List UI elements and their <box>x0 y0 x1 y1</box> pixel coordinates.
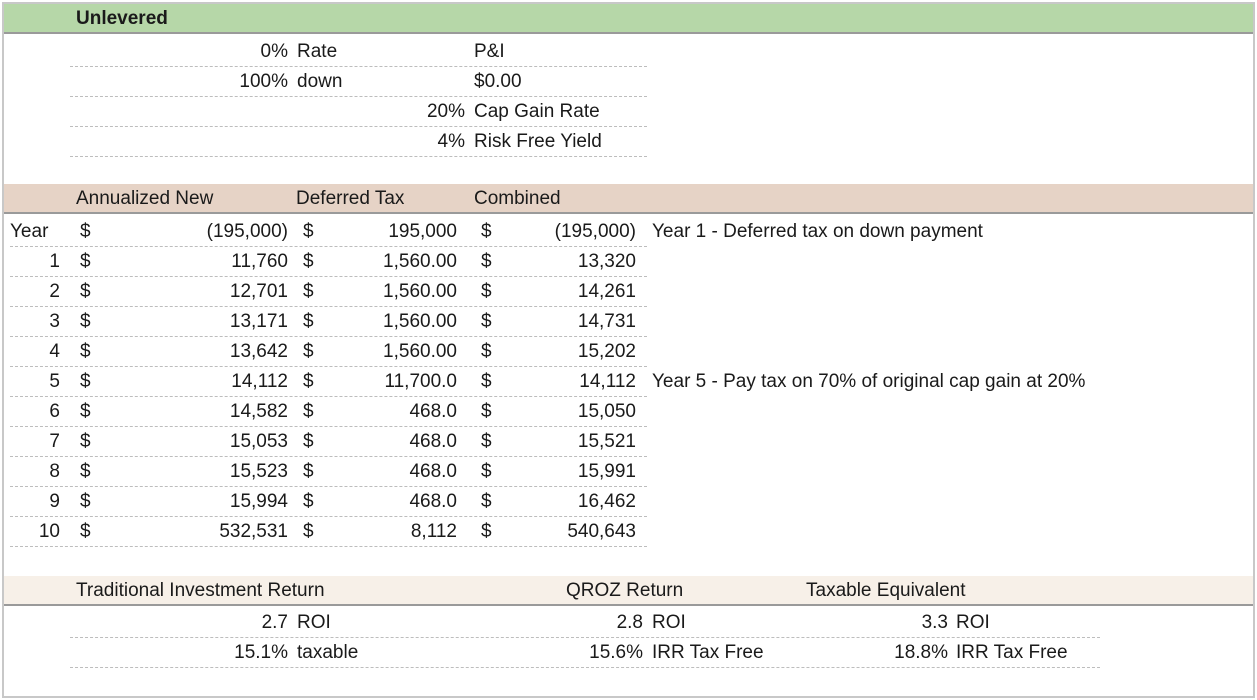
currency-symbol[interactable]: $ <box>80 371 91 392</box>
row-separator <box>70 96 647 97</box>
currency-symbol[interactable]: $ <box>80 251 91 272</box>
assumption-label[interactable]: down <box>297 71 343 92</box>
annualized-new-value[interactable]: 15,053 <box>229 431 288 452</box>
currency-symbol[interactable]: $ <box>80 311 91 332</box>
currency-symbol[interactable]: $ <box>303 461 314 482</box>
header-annualized-new[interactable]: Annualized New <box>76 188 214 209</box>
qroz-return-value[interactable]: 15.6% <box>589 642 643 663</box>
row-separator <box>10 306 647 307</box>
deferred-tax-value[interactable]: 468.0 <box>409 401 457 422</box>
assumption-value[interactable]: 100% <box>239 71 288 92</box>
currency-symbol[interactable]: $ <box>303 341 314 362</box>
deferred-tax-value[interactable]: 195,000 <box>388 221 457 242</box>
annualized-new-value[interactable]: 15,994 <box>229 491 288 512</box>
assumption-right-label[interactable]: $0.00 <box>474 71 522 92</box>
deferred-tax-value[interactable]: 468.0 <box>409 431 457 452</box>
header-traditional-return[interactable]: Traditional Investment Return <box>76 580 325 601</box>
currency-symbol[interactable]: $ <box>481 491 492 512</box>
currency-symbol[interactable]: $ <box>303 281 314 302</box>
currency-symbol[interactable]: $ <box>481 401 492 422</box>
row-separator <box>10 366 647 367</box>
taxable-equivalent-value[interactable]: 18.8% <box>894 642 948 663</box>
section-header-band <box>4 4 1253 34</box>
currency-symbol[interactable]: $ <box>481 521 492 542</box>
row-separator <box>10 336 647 337</box>
annualized-new-value[interactable]: 13,642 <box>229 341 288 362</box>
row-separator <box>10 546 647 547</box>
row-separator <box>10 276 647 277</box>
combined-value[interactable]: 15,202 <box>577 341 636 362</box>
header-deferred-tax[interactable]: Deferred Tax <box>296 188 405 209</box>
currency-symbol[interactable]: $ <box>80 341 91 362</box>
assumption-right-label[interactable]: Cap Gain Rate <box>474 101 600 122</box>
row-separator <box>10 426 647 427</box>
annualized-new-value[interactable]: 14,112 <box>231 371 288 392</box>
traditional-return-value[interactable]: 15.1% <box>234 642 288 663</box>
year-number[interactable]: 3 <box>49 311 60 332</box>
currency-symbol[interactable]: $ <box>303 221 314 242</box>
year-number[interactable]: 5 <box>49 371 60 392</box>
qroz-return-value[interactable]: 2.8 <box>616 612 643 633</box>
annualized-new-value[interactable]: 532,531 <box>219 521 288 542</box>
header-qroz-return[interactable]: QROZ Return <box>566 580 684 601</box>
currency-symbol[interactable]: $ <box>303 491 314 512</box>
row-note[interactable]: Year 5 - Pay tax on 70% of original cap gain at 20% <box>652 371 1086 392</box>
assumption-right-label[interactable]: P&I <box>474 41 505 62</box>
deferred-tax-value[interactable]: 468.0 <box>409 491 457 512</box>
deferred-tax-value[interactable]: 8,112 <box>410 521 457 542</box>
traditional-return-label[interactable]: ROI <box>297 612 331 633</box>
traditional-return-label[interactable]: taxable <box>297 642 359 663</box>
row-separator <box>70 66 647 67</box>
deferred-tax-value[interactable]: 11,700.0 <box>384 371 457 392</box>
year-number[interactable]: 7 <box>49 431 60 452</box>
currency-symbol[interactable]: $ <box>303 401 314 422</box>
taxable-equivalent-value[interactable]: 3.3 <box>921 612 948 633</box>
combined-value[interactable]: 14,261 <box>577 281 636 302</box>
deferred-tax-value[interactable]: 1,560.00 <box>383 311 457 332</box>
section-title[interactable]: Unlevered <box>76 8 168 29</box>
combined-value[interactable]: 15,050 <box>577 401 636 422</box>
year-number[interactable]: 2 <box>49 281 60 302</box>
year-number[interactable]: 1 <box>49 251 60 272</box>
deferred-tax-value[interactable]: 468.0 <box>409 461 457 482</box>
combined-value[interactable]: 14,731 <box>577 311 636 332</box>
combined-value[interactable]: 16,462 <box>577 491 636 512</box>
deferred-tax-value[interactable]: 1,560.00 <box>383 251 457 272</box>
currency-symbol[interactable]: $ <box>303 521 314 542</box>
currency-symbol[interactable]: $ <box>303 251 314 272</box>
currency-symbol[interactable]: $ <box>80 491 91 512</box>
header-taxable-equivalent[interactable]: Taxable Equivalent <box>806 580 966 601</box>
row-separator <box>10 456 647 457</box>
deferred-tax-value[interactable]: 1,560.00 <box>383 341 457 362</box>
annualized-new-value[interactable]: 15,523 <box>229 461 288 482</box>
row-separator <box>10 516 647 517</box>
year-number[interactable]: 6 <box>49 401 60 422</box>
currency-symbol[interactable]: $ <box>80 221 91 242</box>
assumption-value[interactable]: 0% <box>260 41 288 62</box>
annualized-new-value[interactable]: (195,000) <box>206 221 288 242</box>
row-note[interactable]: Year 1 - Deferred tax on down payment <box>652 221 983 242</box>
assumption-right-value[interactable]: 4% <box>437 131 465 152</box>
assumption-right-value[interactable]: 20% <box>426 101 465 122</box>
qroz-return-label[interactable]: IRR Tax Free <box>652 642 764 663</box>
combined-value[interactable]: 540,643 <box>567 521 636 542</box>
currency-symbol[interactable]: $ <box>80 461 91 482</box>
combined-value[interactable]: 13,320 <box>577 251 636 272</box>
currency-symbol[interactable]: $ <box>481 461 492 482</box>
annualized-new-value[interactable]: 11,760 <box>231 251 288 272</box>
currency-symbol[interactable]: $ <box>481 431 492 452</box>
taxable-equivalent-label[interactable]: IRR Tax Free <box>956 642 1068 663</box>
row-separator <box>10 486 647 487</box>
currency-symbol[interactable]: $ <box>481 251 492 272</box>
row-separator <box>10 246 647 247</box>
row-separator <box>70 667 1100 668</box>
combined-value[interactable]: 14,112 <box>579 371 636 392</box>
year-number[interactable]: 8 <box>49 461 60 482</box>
currency-symbol[interactable]: $ <box>80 281 91 302</box>
year-label[interactable]: Year <box>10 221 49 242</box>
combined-value[interactable]: 15,521 <box>577 431 636 452</box>
annualized-new-value[interactable]: 12,701 <box>229 281 288 302</box>
currency-symbol[interactable]: $ <box>303 371 314 392</box>
traditional-return-value[interactable]: 2.7 <box>261 612 288 633</box>
currency-symbol[interactable]: $ <box>80 401 91 422</box>
deferred-tax-value[interactable]: 1,560.00 <box>383 281 457 302</box>
currency-symbol[interactable]: $ <box>481 371 492 392</box>
currency-symbol[interactable]: $ <box>80 431 91 452</box>
row-separator <box>70 126 647 127</box>
assumption-label[interactable]: Rate <box>297 41 338 62</box>
currency-symbol[interactable]: $ <box>481 341 492 362</box>
row-separator <box>70 156 647 157</box>
annualized-new-value[interactable]: 14,582 <box>229 401 288 422</box>
assumption-right-label[interactable]: Risk Free Yield <box>474 131 602 152</box>
header-combined[interactable]: Combined <box>474 188 561 209</box>
year-number[interactable]: 4 <box>49 341 60 362</box>
year-number[interactable]: 10 <box>38 521 60 542</box>
row-separator <box>10 396 647 397</box>
currency-symbol[interactable]: $ <box>481 281 492 302</box>
row-separator <box>70 637 1100 638</box>
currency-symbol[interactable]: $ <box>481 221 492 242</box>
combined-value[interactable]: (195,000) <box>554 221 636 242</box>
combined-value[interactable]: 15,991 <box>577 461 636 482</box>
currency-symbol[interactable]: $ <box>481 311 492 332</box>
currency-symbol[interactable]: $ <box>303 311 314 332</box>
currency-symbol[interactable]: $ <box>80 521 91 542</box>
currency-symbol[interactable]: $ <box>303 431 314 452</box>
year-number[interactable]: 9 <box>49 491 60 512</box>
annualized-new-value[interactable]: 13,171 <box>229 311 288 332</box>
qroz-return-label[interactable]: ROI <box>652 612 686 633</box>
taxable-equivalent-label[interactable]: ROI <box>956 612 990 633</box>
